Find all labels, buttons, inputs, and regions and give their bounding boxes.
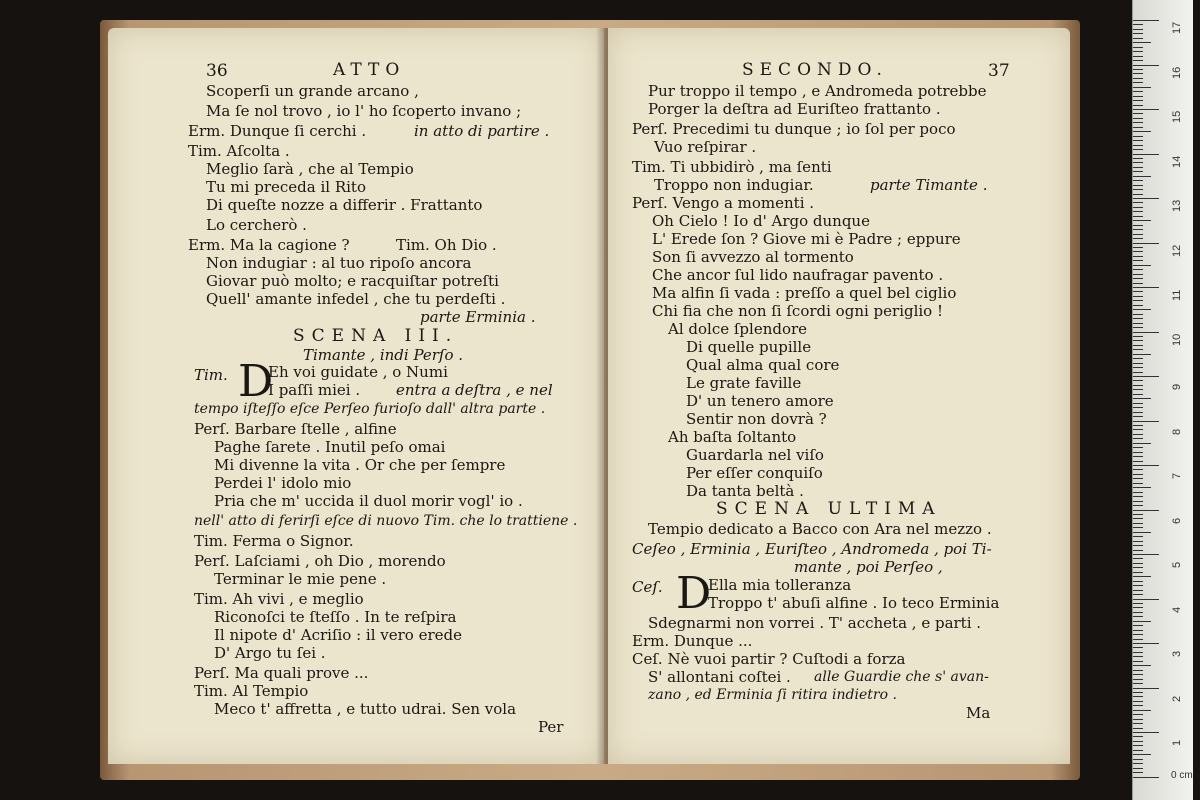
ruler-tick [1133, 621, 1151, 622]
ruler-tick [1133, 113, 1143, 114]
page-number: 36 [206, 61, 228, 81]
ruler-tick [1133, 380, 1143, 381]
ruler-tick [1133, 251, 1143, 252]
ruler-tick [1133, 96, 1143, 97]
ruler-tick [1133, 327, 1143, 328]
ruler-tick [1133, 576, 1151, 577]
ruler-tick [1133, 665, 1151, 666]
ruler-tick [1133, 536, 1143, 537]
text-line: Perſ. Precedimi tu dunque ; io ſol per poco [632, 120, 956, 138]
ruler-tick [1133, 599, 1159, 600]
ruler-tick [1133, 710, 1151, 711]
ruler-tick [1133, 652, 1143, 653]
ruler-tick [1133, 265, 1151, 266]
ruler-tick [1133, 456, 1143, 457]
text-line: S' allontani coſtei . [648, 668, 791, 686]
text-line: D' un tenero amore [686, 392, 834, 410]
ruler-tick [1133, 514, 1143, 515]
ruler-tick [1133, 60, 1143, 61]
ruler-tick [1133, 496, 1143, 497]
text-line: Oh Cielo ! Io d' Argo dunque [652, 212, 870, 230]
ruler-tick [1133, 78, 1143, 79]
ruler-tick [1133, 590, 1143, 591]
ruler-tick [1133, 336, 1143, 337]
ruler-tick [1133, 728, 1143, 729]
ruler-tick [1133, 207, 1143, 208]
ruler-tick [1133, 447, 1143, 448]
ruler-tick [1133, 180, 1143, 181]
ruler-tick [1133, 634, 1143, 635]
text-line: Vuo reſpirar . [654, 138, 757, 156]
ruler-tick [1133, 256, 1143, 257]
ruler-tick [1133, 149, 1143, 150]
ruler-tick [1133, 483, 1143, 484]
ruler-tick [1133, 714, 1143, 715]
text-line: Perſ. Vengo a momenti . [632, 194, 815, 212]
ruler-tick [1133, 701, 1143, 702]
stage-direction: zano , ed Erminia ſi ritira indietro . [648, 687, 897, 703]
ruler-tick [1133, 625, 1143, 626]
ruler-tick [1133, 407, 1143, 408]
ruler-tick [1133, 541, 1143, 542]
measurement-ruler [1132, 0, 1193, 800]
ruler-tick [1133, 145, 1143, 146]
ruler-tick [1133, 745, 1143, 746]
text-line: Guardarla nel viſo [686, 446, 824, 464]
ruler-tick [1133, 154, 1159, 155]
ruler-tick [1133, 100, 1143, 101]
ruler-tick [1133, 518, 1143, 519]
text-line: Di quelle pupille [686, 338, 812, 356]
ruler-tick [1133, 478, 1143, 479]
ruler-tick [1133, 523, 1143, 524]
ruler-tick [1133, 283, 1143, 284]
ruler-tick [1133, 296, 1143, 297]
ruler-tick [1133, 705, 1143, 706]
stage-direction: nell' atto di ferirſi eſce di nuovo Tim. che lo trattiene . [194, 513, 578, 529]
text-line: Tim. Ferma o Signor. [194, 532, 354, 550]
ruler-tick [1133, 639, 1143, 640]
text-line: Erm. Dunque ſi cerchi . [188, 122, 367, 140]
ruler-tick [1133, 176, 1151, 177]
ruler-tick [1133, 234, 1143, 235]
ruler-tick [1133, 558, 1143, 559]
ruler-tick [1133, 211, 1143, 212]
ruler-tick [1133, 38, 1143, 39]
ruler-tick [1133, 438, 1143, 439]
ruler-tick [1133, 545, 1143, 546]
ruler-tick [1133, 323, 1143, 324]
text-line: Di queſte nozze a differir . Frattanto [206, 196, 483, 214]
text-line: Quell' amante infedel , che tu perdeſti . [206, 290, 506, 308]
text-line: Tim. Al Tempio [194, 682, 309, 700]
ruler-tick [1133, 723, 1143, 724]
stage-direction: parte Timante . [870, 176, 988, 194]
ruler-tick [1133, 332, 1159, 333]
ruler-tick [1133, 278, 1143, 279]
ruler-tick [1133, 688, 1159, 689]
text-line: Lo cercherò . [206, 216, 307, 234]
text-line: Il nipote d' Acriſio : il vero erede [214, 626, 463, 644]
ruler-tick [1133, 73, 1143, 74]
ruler-tick [1133, 158, 1143, 159]
text-line: Chi fia che non ſi ſcordi ogni periglio ! [652, 302, 944, 320]
ruler-tick [1133, 630, 1143, 631]
ruler-tick [1133, 243, 1159, 244]
text-line: Perdei l' idolo mio [214, 474, 352, 492]
text-line: Pria che m' uccida il duol morir vogl' io . [214, 492, 523, 510]
ruler-tick [1133, 572, 1143, 573]
ruler-number: 17 [1171, 21, 1183, 34]
ruler-tick [1133, 118, 1143, 119]
ruler-tick [1133, 198, 1159, 199]
text-line: Perſ. Barbare ſtelle , alfine [194, 420, 397, 438]
text-line: Paghe ſarete . Inutil peſo omai [214, 438, 446, 456]
text-line: Porger la deſtra ad Euriſteo frattanto . [648, 100, 941, 118]
ruler-tick [1133, 122, 1143, 123]
ruler-tick [1133, 692, 1143, 693]
ruler-number: 13 [1171, 199, 1183, 212]
ruler-number: 3 [1171, 650, 1183, 657]
ruler-tick [1133, 612, 1143, 613]
ruler-tick [1133, 674, 1143, 675]
ruler-tick [1133, 358, 1143, 359]
text-line: Troppo t' abuſi alfine . Io teco Erminia [708, 594, 1000, 612]
ruler-tick [1133, 287, 1159, 288]
ruler-tick [1133, 670, 1143, 671]
ruler-tick [1133, 309, 1151, 310]
text-line: Terminar le mie pene . [214, 570, 387, 588]
ruler-tick [1133, 20, 1159, 21]
text-line: Giovar può molto; e racquiſtar potreſti [206, 272, 499, 290]
ruler-tick [1133, 434, 1143, 435]
text-line: I paſſi miei . [268, 381, 361, 399]
speaker: Tim. [194, 366, 228, 384]
ruler-number: 9 [1171, 383, 1183, 390]
text-line: Ella mia tolleranza [708, 576, 852, 594]
ruler-number: 8 [1171, 428, 1183, 435]
stage-direction: entra a deſtra , e nel [396, 381, 553, 399]
ruler-tick [1133, 510, 1159, 511]
stage-direction: tempo iſteſſo eſce Perſeo furioſo dall' altra parte . [194, 401, 546, 417]
ruler-number: 2 [1171, 695, 1183, 702]
ruler-number: 11 [1171, 289, 1183, 301]
ruler-tick [1133, 372, 1143, 373]
text-line: Ah baſta ſoltanto [668, 428, 797, 446]
ruler-tick [1133, 167, 1143, 168]
ruler-tick [1133, 505, 1143, 506]
ruler-number: 16 [1171, 66, 1183, 79]
ruler-tick [1133, 527, 1143, 528]
text-line: Che ancor ſul lido naufragar pavento . [652, 266, 944, 284]
ruler-tick [1133, 616, 1143, 617]
ruler-tick [1133, 65, 1159, 66]
left-page [108, 28, 604, 764]
catchword: Ma [966, 704, 991, 722]
scene-characters: Ceſeo , Erminia , Euriſteo , Andromeda , poi Ti- [632, 540, 992, 558]
text-line: Mi divenne la vita . Or che per ſempre [214, 456, 506, 474]
ruler-number: 6 [1171, 517, 1183, 524]
catchword: Per [538, 718, 564, 736]
text-line: Erm. Dunque ... [632, 632, 753, 650]
ruler-tick [1133, 171, 1143, 172]
ruler-tick [1133, 269, 1143, 270]
scene-heading: SCENA ULTIMA [716, 499, 942, 519]
ruler-tick [1133, 607, 1143, 608]
ruler-tick [1133, 345, 1143, 346]
ruler-tick [1133, 51, 1143, 52]
ruler-tick [1133, 732, 1159, 733]
ruler-tick [1133, 585, 1143, 586]
text-line: Non indugiar : al tuo ripoſo ancora [206, 254, 472, 272]
text-line: Per eſſer conquiſo [686, 464, 823, 482]
ruler-number: 7 [1171, 472, 1183, 479]
ruler-number: 4 [1171, 606, 1183, 613]
ruler-tick [1133, 656, 1143, 657]
ruler-tick [1133, 225, 1143, 226]
text-line: Ceſ. Nè vuoi partir ? Cuſtodi a forza [632, 650, 906, 668]
ruler-tick [1133, 105, 1143, 106]
ruler-tick [1133, 647, 1143, 648]
running-header: ATTO [333, 60, 406, 80]
ruler-tick [1133, 56, 1143, 57]
text-line: Riconoſci te ſteſſo . In te reſpira [214, 608, 457, 626]
ruler-tick [1133, 194, 1143, 195]
ruler-number: 12 [1171, 244, 1183, 257]
ruler-tick [1133, 24, 1143, 25]
ruler-tick [1133, 603, 1143, 604]
ruler-tick [1133, 87, 1151, 88]
running-header: SECONDO. [742, 60, 888, 80]
right-page [608, 28, 1070, 764]
ruler-tick [1133, 425, 1143, 426]
ruler-unit-label: 0 cm [1171, 770, 1193, 781]
ruler-tick [1133, 109, 1159, 110]
text-line: Son ſi avvezzo al tormento [652, 248, 854, 266]
ruler-tick [1133, 389, 1143, 390]
speaker: Ceſ. [632, 578, 663, 596]
ruler-tick [1133, 354, 1151, 355]
ruler-tick [1133, 394, 1143, 395]
ruler-tick [1133, 82, 1143, 83]
text-line: Qual alma qual core [686, 356, 840, 374]
text-line: Tim. Aſcolta . [188, 142, 290, 160]
stage-direction: parte Erminia . [420, 308, 536, 326]
ruler-number: 1 [1171, 739, 1183, 746]
ruler-tick [1133, 754, 1151, 755]
ruler-tick [1133, 136, 1143, 137]
text-line: Sdegnarmi non vorrei . T' accheta , e parti . [648, 614, 982, 632]
ruler-tick [1133, 759, 1143, 760]
ruler-tick [1133, 398, 1151, 399]
ruler-tick [1133, 750, 1143, 751]
ruler-tick [1133, 412, 1143, 413]
ruler-tick [1133, 696, 1143, 697]
text-line: D' Argo tu ſei . [214, 644, 326, 662]
ruler-tick [1133, 741, 1143, 742]
text-line: Eh voi guidate , o Numi [268, 363, 448, 381]
text-line: Sentir non dovrà ? [686, 410, 827, 428]
ruler-tick [1133, 429, 1143, 430]
ruler-tick [1133, 305, 1143, 306]
ruler-tick [1133, 487, 1151, 488]
ruler-tick [1133, 91, 1143, 92]
ruler-tick [1133, 736, 1143, 737]
ruler-tick [1133, 403, 1143, 404]
text-line: L' Erede ſon ? Giove mi è Padre ; eppure [652, 230, 961, 248]
text-line: Da tanta beltà . [686, 482, 804, 500]
ruler-tick [1133, 777, 1159, 778]
ruler-tick [1133, 772, 1143, 773]
ruler-tick [1133, 318, 1143, 319]
ruler-tick [1133, 238, 1143, 239]
ruler-tick [1133, 421, 1159, 422]
ruler-tick [1133, 763, 1143, 764]
text-line: Le grate faville [686, 374, 802, 392]
ruler-tick [1133, 567, 1143, 568]
stage-direction: in atto di partire . [414, 122, 550, 140]
text-line: Tempio dedicato a Bacco con Ara nel mezzo . [648, 520, 992, 538]
text-line: Tim. Ah vivi , e meglio [194, 590, 364, 608]
ruler-tick [1133, 469, 1143, 470]
ruler-tick [1133, 33, 1143, 34]
ruler-number: 10 [1171, 333, 1183, 346]
ruler-tick [1133, 550, 1143, 551]
text-line: Perſ. Laſciami , oh Dio , morendo [194, 552, 446, 570]
text-line: Scoperſi un grande arcano , [206, 82, 419, 100]
text-line: Tu mi preceda il Rito [206, 178, 366, 196]
ruler-tick [1133, 376, 1159, 377]
ruler-tick [1133, 554, 1159, 555]
ruler-tick [1133, 492, 1143, 493]
ruler-tick [1133, 69, 1143, 70]
ruler-tick [1133, 300, 1143, 301]
text-line: Meco t' affretta , e tutto udrai. Sen vola [214, 700, 517, 718]
text-line: Tim. Oh Dio . [396, 236, 497, 254]
ruler-tick [1133, 532, 1151, 533]
ruler-tick [1133, 189, 1143, 190]
ruler-tick [1133, 367, 1143, 368]
ruler-tick [1133, 385, 1143, 386]
text-line: Troppo non indugiar. [654, 176, 814, 194]
ruler-tick [1133, 229, 1143, 230]
ruler-tick [1133, 461, 1143, 462]
ruler-tick [1133, 247, 1143, 248]
ruler-tick [1133, 260, 1143, 261]
drop-cap: D [238, 356, 274, 407]
scene-characters: Timante , indi Perſo . [303, 346, 464, 364]
text-line: Perſ. Ma quali prove ... [194, 664, 369, 682]
ruler-tick [1133, 202, 1143, 203]
drop-cap: D [676, 568, 712, 619]
scene-heading: SCENA III. [293, 326, 459, 346]
ruler-tick [1133, 768, 1143, 769]
text-line: Ma alfin ſi vada : preſſo a quel bel ciglio [652, 284, 957, 302]
ruler-tick [1133, 42, 1151, 43]
ruler-tick [1133, 679, 1143, 680]
ruler-tick [1133, 563, 1143, 564]
ruler-number: 5 [1171, 561, 1183, 568]
scene-characters: mante , poi Perſeo , [794, 558, 943, 576]
ruler-number: 15 [1171, 110, 1183, 123]
text-line: Al dolce ſplendore [668, 320, 808, 338]
stage-direction: alle Guardie che s' avan- [814, 669, 989, 685]
ruler-tick [1133, 501, 1143, 502]
ruler-tick [1133, 314, 1143, 315]
ruler-tick [1133, 131, 1151, 132]
ruler-tick [1133, 162, 1143, 163]
ruler-tick [1133, 416, 1143, 417]
text-line: Meglio ſarà , che al Tempio [206, 160, 414, 178]
text-line: Erm. Ma la cagione ? [188, 236, 350, 254]
ruler-tick [1133, 594, 1143, 595]
ruler-tick [1133, 349, 1143, 350]
page-number: 37 [988, 61, 1010, 81]
ruler-tick [1133, 474, 1143, 475]
ruler-tick [1133, 465, 1159, 466]
ruler-tick [1133, 140, 1143, 141]
text-line: Tim. Ti ubbidirò , ma ſenti [632, 158, 832, 176]
ruler-number: 14 [1171, 155, 1183, 168]
ruler-tick [1133, 340, 1143, 341]
ruler-tick [1133, 29, 1143, 30]
ruler-tick [1133, 274, 1143, 275]
ruler-tick [1133, 719, 1143, 720]
ruler-tick [1133, 443, 1151, 444]
ruler-tick [1133, 220, 1151, 221]
text-line: Pur troppo il tempo , e Andromeda potrebbe [648, 82, 987, 100]
ruler-tick [1133, 291, 1143, 292]
ruler-tick [1133, 185, 1143, 186]
ruler-tick [1133, 127, 1143, 128]
ruler-tick [1133, 581, 1143, 582]
text-line: Ma ſe nol trovo , io l' ho ſcoperto invano ; [206, 102, 522, 120]
ruler-tick [1133, 47, 1143, 48]
ruler-tick [1133, 216, 1143, 217]
ruler-tick [1133, 661, 1143, 662]
ruler-tick [1133, 643, 1159, 644]
ruler-tick [1133, 363, 1143, 364]
ruler-tick [1133, 452, 1143, 453]
ruler-tick [1133, 683, 1143, 684]
